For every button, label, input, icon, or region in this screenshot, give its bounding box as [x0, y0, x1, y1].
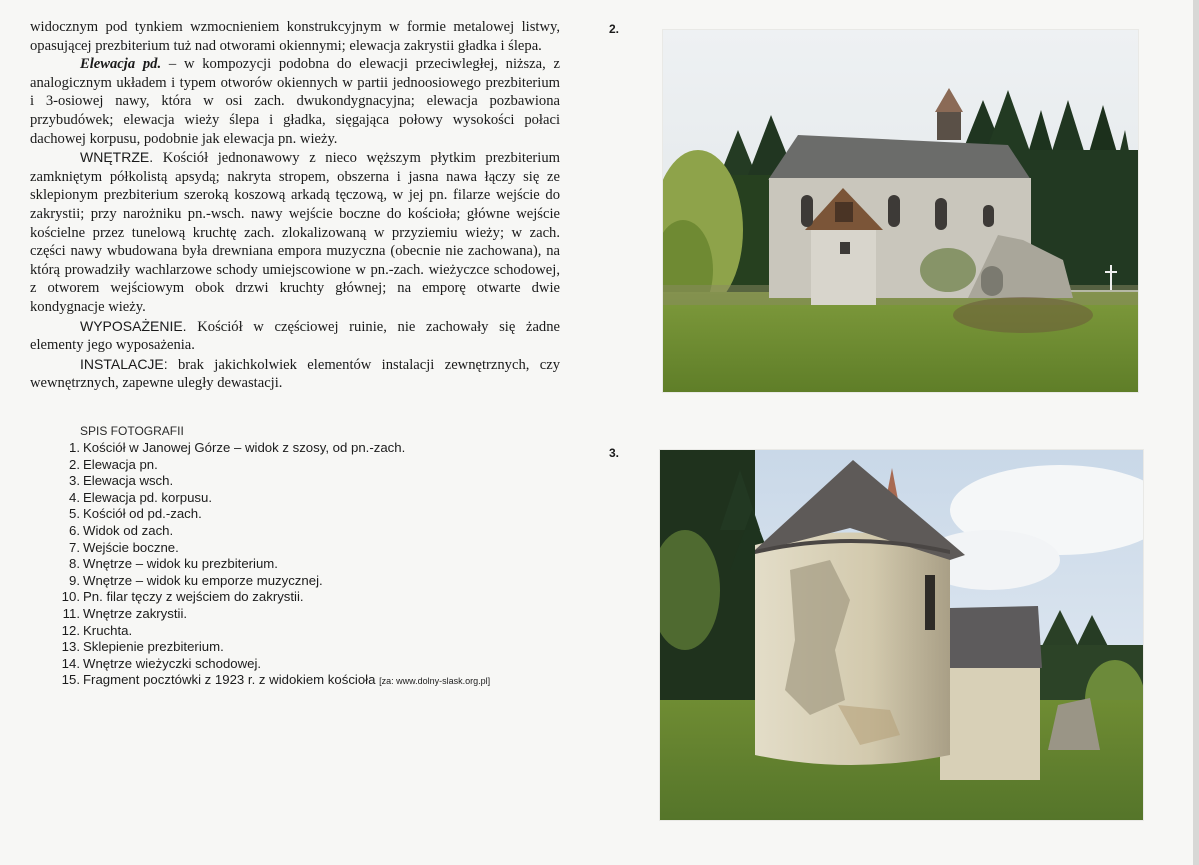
list-item [58, 556, 490, 573]
list-item-number: 12. [61, 622, 80, 638]
list-item-text: Kruchta. [83, 622, 133, 638]
list-item [58, 606, 490, 623]
paragraph-5 [30, 355, 560, 393]
list-item-number: 2. [69, 456, 80, 472]
list-item-number: 4. [69, 489, 80, 505]
list-item-text: Elewacja pd. korpusu. [83, 489, 213, 505]
list-item [58, 490, 490, 507]
paragraph-2-text: – w kompozycji podobna do elewacji przeciwległej, niższa, z analogicznym układem i typem otworów okiennych w partii jednoosiowego prezbiterium i 3-osiowej nawy, która w osi zach. dwukondygnacyjna; elewacja pozbawiona przybudówek; elewacja wieży ślepa i gładka, sięgająca połowy wysokości połaci dachowej korpusu, podobnie jak elewacja pn. wieży. [30, 56, 560, 147]
paragraph-3-text: Kościół jednonawowy z nieco węższym płytkim prezbiterium zamkniętym półkolistą apsydą; nakryta stropem, obszerna i jasna nawa łączy się ze sklepionym prezbiterium szeroką koszową arkadą tęczową, w jej pn. filarze wejście do zakrystii; przy narożniku pn.-wsch. nawy wejście boczne do kościoła; główne wejście kościelne przez tunelową kruchtę zach. zlokalizowaną w przyziemiu wieży; w zach. części nawy wbudowana była drewniana empora muzyczna (obecnie nie zachowana), na którą prowadziły wachlarzowe schody umiejscowione w pn.-zach. wieżyczce schodowej, z otworem wejściowym obok drzwi kruchty głównej; na emporę otwarte dwie kondygnacje wieży. [30, 150, 560, 315]
list-item-text: Kościół w Janowej Górze – widok z szosy, od pn.-zach. [83, 440, 406, 455]
paragraph-5-lead: INSTALACJE: [80, 355, 168, 372]
list-item-number: 7. [69, 539, 80, 555]
list-item-number: 15. [61, 672, 80, 688]
photo-east-elevation [660, 450, 1143, 820]
figure-number: 2. [609, 22, 620, 36]
paragraph-3-lead: WNĘTRZE. [80, 149, 154, 166]
paragraph-4-lead: WYPOSAŻENIE. [80, 317, 187, 334]
list-item [58, 523, 490, 540]
list-item [58, 506, 490, 523]
photo-source-note: [za: www.dolny-slask.org.pl] [379, 676, 491, 687]
list-item [58, 623, 490, 640]
list-item-text: Elewacja wsch. [83, 473, 174, 489]
list-item-number: 9. [69, 572, 80, 588]
list-item-text: Wnętrze zakrystii. [83, 605, 188, 621]
paragraph-4-text: Kościół w częściowej ruinie, nie zachowały się żadne elementy jego wyposażenia. [30, 318, 560, 354]
list-item-number: 10. [61, 589, 80, 605]
list-item-text: Sklepienie prezbiterium. [83, 639, 224, 655]
list-item-text: Wnętrze – widok ku prezbiterium. [83, 556, 278, 572]
list-item [58, 672, 490, 690]
list-item-text: Widok od zach. [83, 522, 174, 538]
photo-list [58, 440, 490, 690]
list-item [58, 457, 490, 474]
list-item-text: Wnętrze wieżyczki schodowej. [83, 655, 262, 671]
list-item [58, 573, 490, 590]
list-item-number: 3. [69, 473, 80, 489]
photo-north-elevation [663, 30, 1138, 392]
list-item-number: 1. [69, 440, 80, 455]
figure-number: 3. [609, 446, 620, 460]
list-item-number: 5. [69, 506, 80, 522]
paragraph-5-text: brak jakichkolwiek elementów instalacji zewnętrznych, czy wewnętrznych, zapewne uległy dewastacji. [30, 356, 560, 392]
body-text [30, 18, 560, 393]
list-item-number: 14. [61, 655, 80, 671]
paragraph-3 [30, 148, 560, 316]
list-item [58, 540, 490, 557]
list-item-number: 8. [69, 556, 80, 572]
list-item [58, 440, 490, 457]
list-item [58, 473, 490, 490]
list-item-text: Kościół od pd.-zach. [83, 506, 202, 522]
list-item-number: 6. [69, 522, 80, 538]
list-item [58, 639, 490, 656]
paragraph-2 [30, 55, 560, 148]
list-item [58, 589, 490, 606]
list-item-number: 13. [61, 639, 80, 655]
list-item-number: 11. [62, 605, 80, 621]
list-item-text: Wejście boczne. [83, 539, 179, 555]
paragraph-4 [30, 317, 560, 355]
list-item-text: Elewacja pn. [83, 456, 158, 472]
paragraph-2-lead: Elewacja pd. [80, 56, 162, 73]
paragraph-1: widocznym pod tynkiem wzmocnieniem konstrukcyjnym w formie metalowej listwy, opasującej prezbiterium tuż nad otworami okiennymi; elewacja zakrystii gładka i ślepa. [30, 19, 560, 54]
list-item-text: Fragment pocztówki z 1923 r. z widokiem kościoła [83, 672, 376, 688]
list-item-text: Wnętrze – widok ku emporze muzycznej. [83, 572, 323, 588]
photo-list-title: SPIS FOTOGRAFII [80, 424, 184, 438]
list-item-text: Pn. filar tęczy z wejściem do zakrystii. [83, 589, 304, 605]
list-item [58, 656, 490, 673]
